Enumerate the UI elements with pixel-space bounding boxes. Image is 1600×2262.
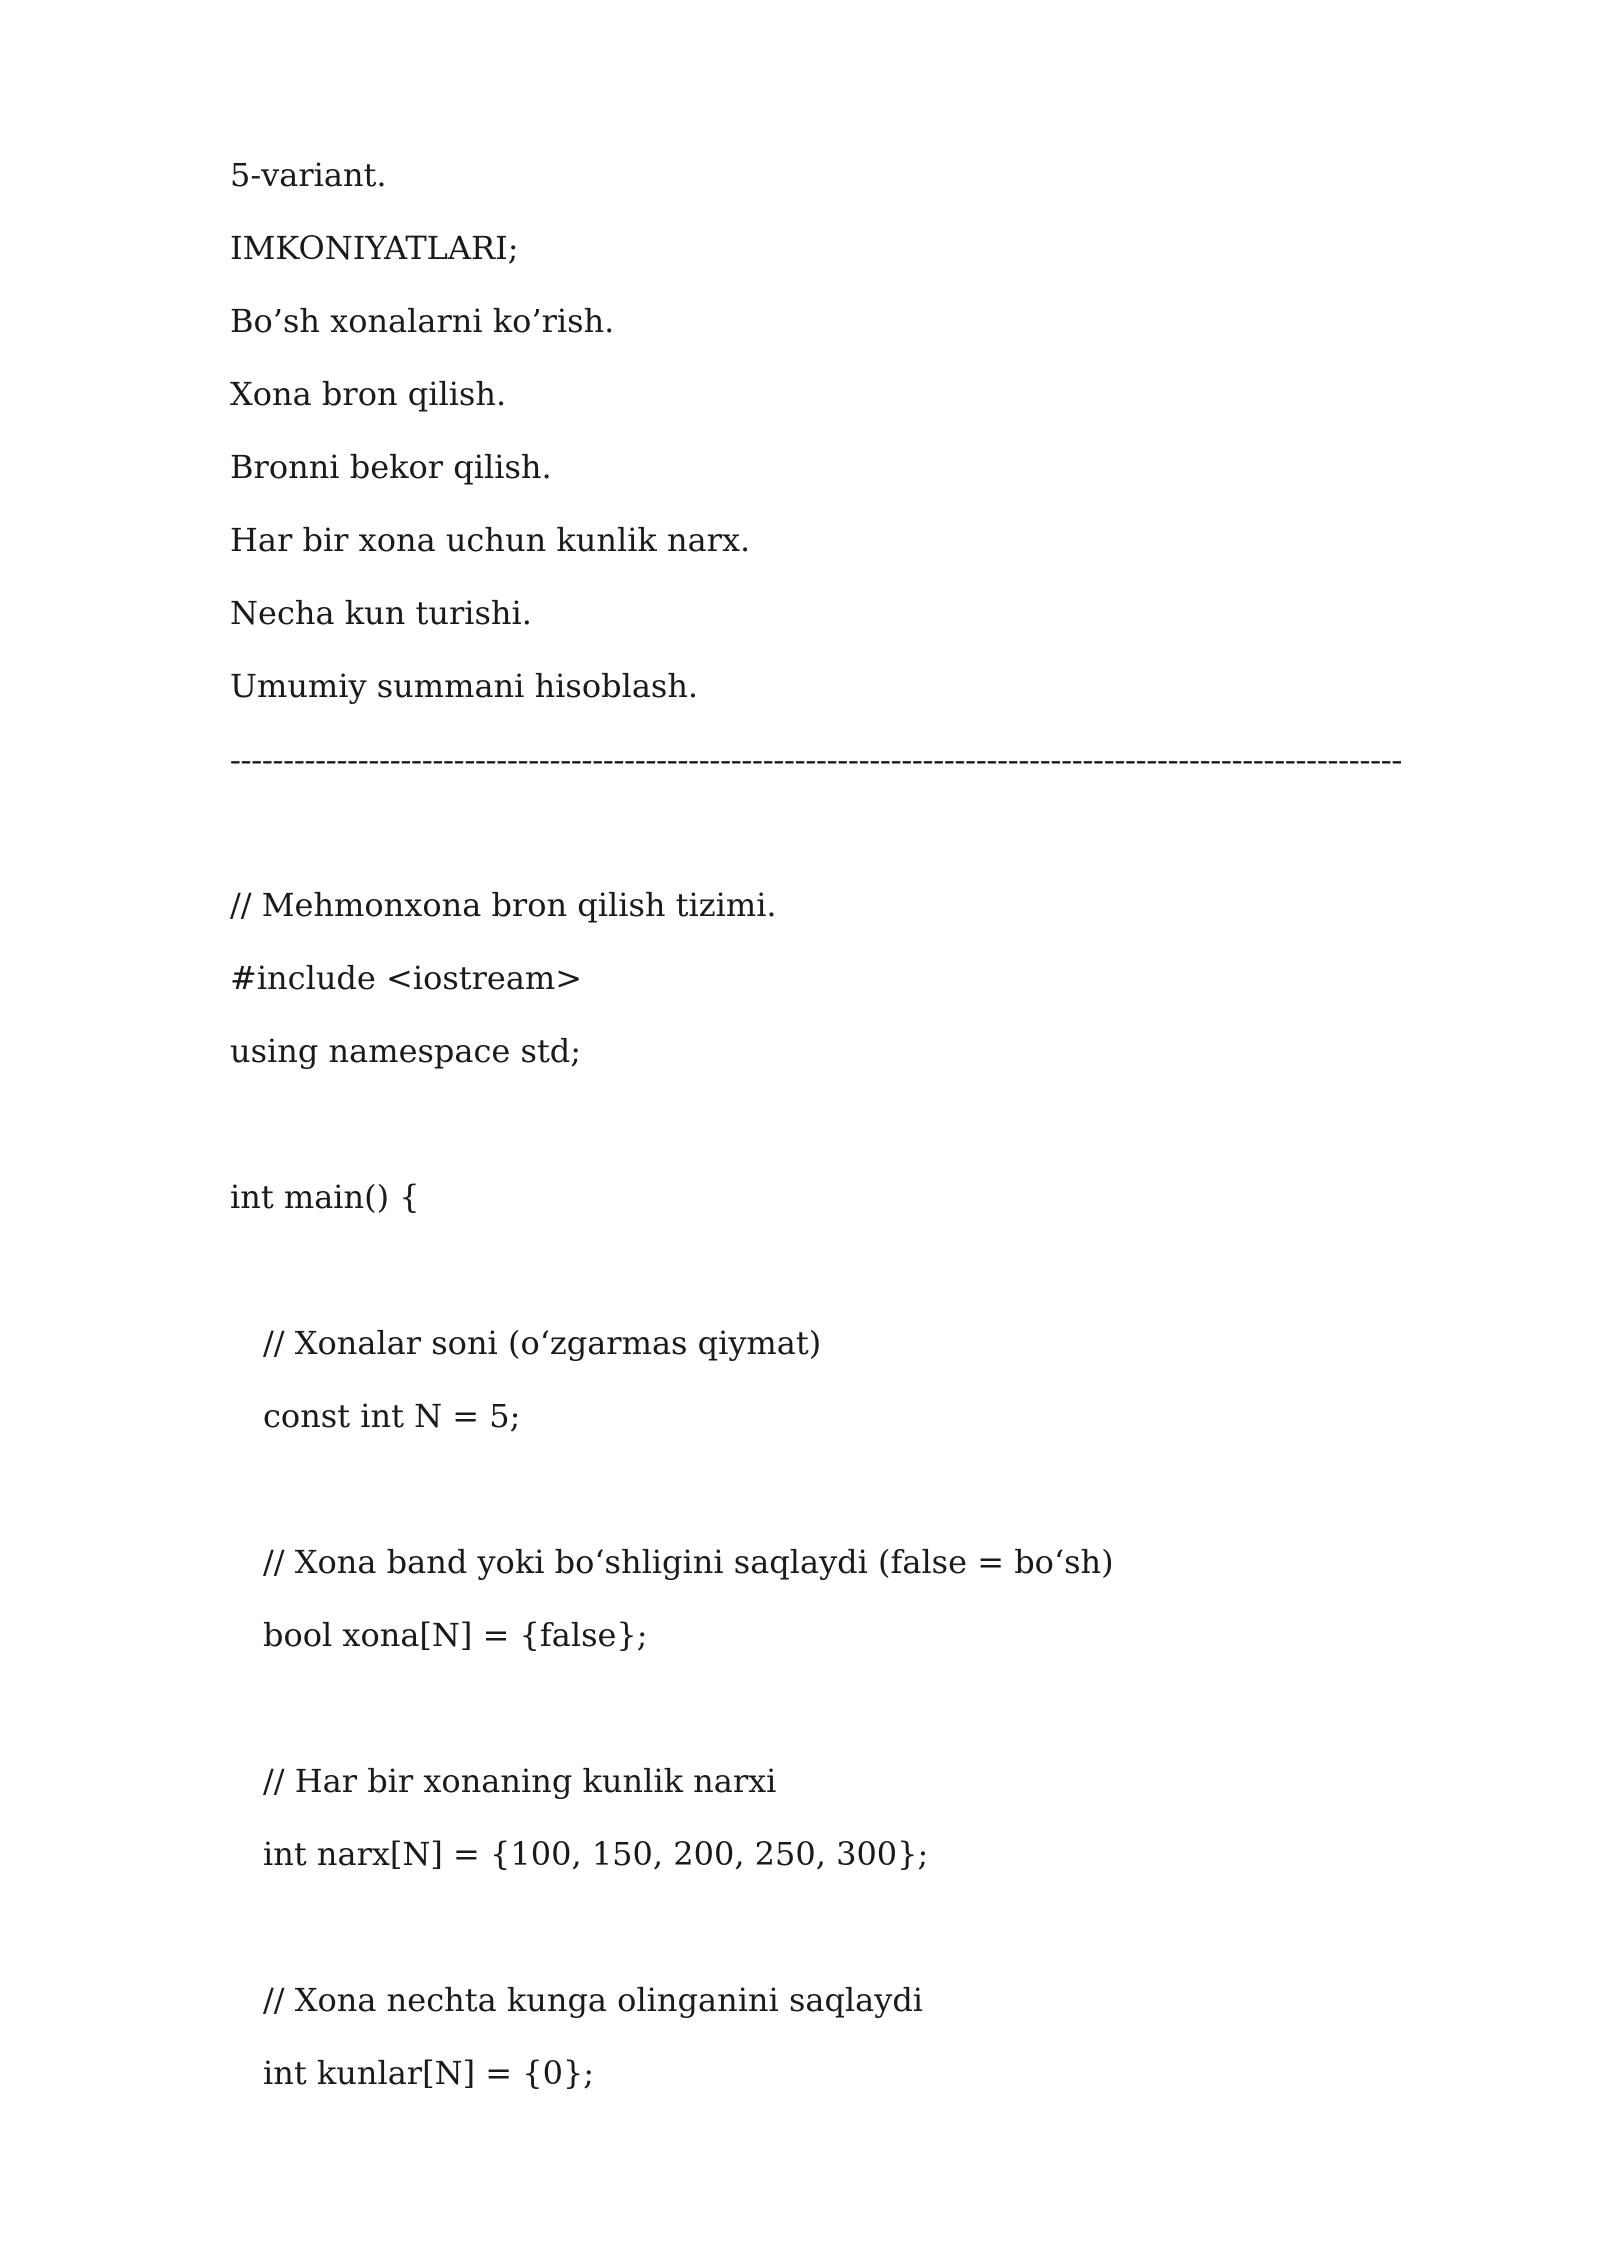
code-line: const int N = 5; — [263, 1397, 521, 1435]
code-line: int narx[N] = {100, 150, 200, 250, 300}; — [263, 1835, 929, 1873]
code-comment: // Mehmonxona bron qilish tizimi. — [230, 886, 777, 924]
code-comment: // Har bir xonaning kunlik narxi — [263, 1762, 777, 1800]
code-comment: // Xonalar soni (o‘zgarmas qiymat) — [263, 1324, 822, 1362]
features-title: IMKONIYATLARI; — [230, 229, 519, 267]
code-line: int kunlar[N] = {0}; — [263, 2054, 595, 2092]
separator-line: -------------------------------------------------------------------------------------------------------------- — [230, 741, 1403, 777]
code-line: int main() { — [230, 1178, 420, 1216]
variant-heading: 5-variant. — [230, 156, 387, 194]
feature-item: Umumiy summani hisoblash. — [230, 667, 699, 705]
code-line: using namespace std; — [230, 1032, 582, 1070]
feature-item: Har bir xona uchun kunlik narx. — [230, 521, 751, 559]
feature-item: Bo’sh xonalarni ko’rish. — [230, 302, 615, 340]
code-line: #include <iostream> — [230, 959, 583, 997]
feature-item: Necha kun turishi. — [230, 594, 532, 632]
code-comment: // Xona band yoki bo‘shligini saqlaydi (false = bo‘sh) — [263, 1543, 1114, 1581]
feature-item: Xona bron qilish. — [230, 375, 507, 413]
code-comment: // Xona nechta kunga olinganini saqlaydi — [263, 1981, 924, 2019]
feature-item: Bronni bekor qilish. — [230, 448, 552, 486]
code-line: bool xona[N] = {false}; — [263, 1616, 648, 1654]
